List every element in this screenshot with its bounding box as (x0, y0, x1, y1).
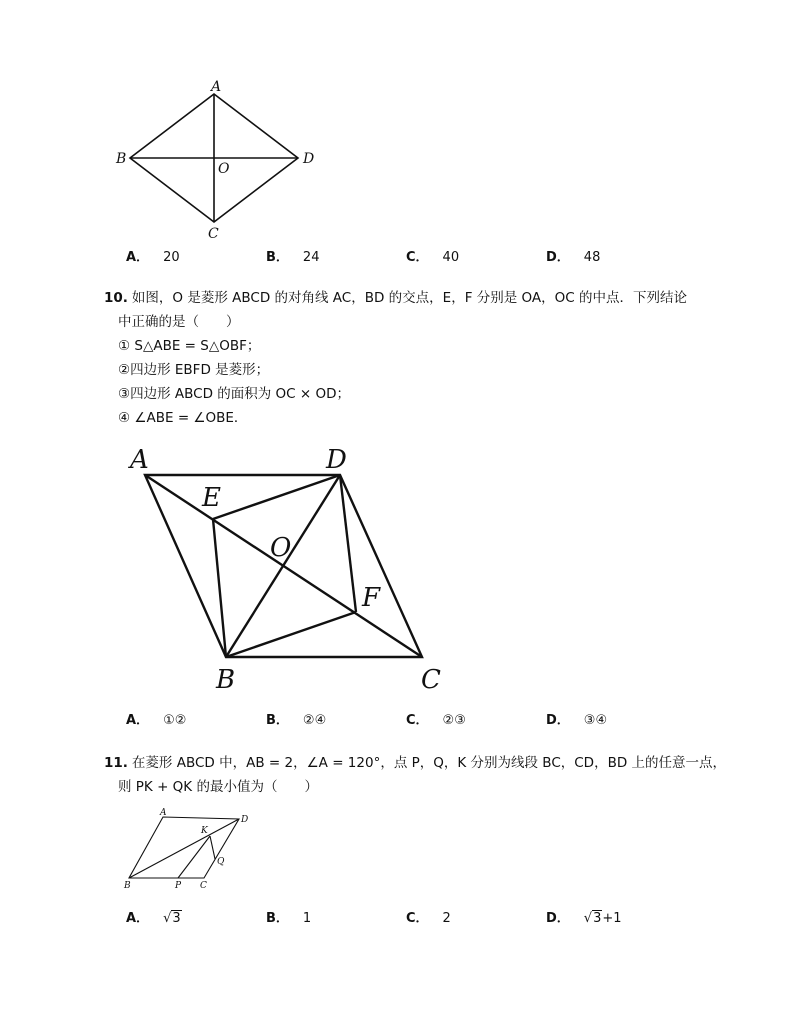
q10-option-b[interactable]: B． ②④ (266, 713, 327, 728)
q10-number: 10. (104, 290, 128, 306)
q9-options (126, 246, 686, 268)
q11-stem (104, 751, 726, 775)
q10-option-a[interactable]: A． ①② (126, 713, 187, 728)
q10-stem-line2: 中正确的是（ ） (118, 314, 240, 330)
q11-segment-kq (210, 836, 215, 859)
q11-stem-line1: 在菱形 ABCD 中，AB = 2，∠A = 120°，点 P，Q，K 分别为线段 BC，CD，BD 上的任意一点， (131, 755, 727, 771)
q10-option-c[interactable]: C． ②③ (406, 713, 466, 728)
q11-option-d[interactable]: D． √3+1 (546, 911, 622, 926)
q11-segment-pk (178, 836, 210, 878)
q10-label-a: A (130, 445, 149, 475)
q11-label-d: D (241, 815, 249, 825)
q10-label-f: F (362, 583, 381, 613)
q11-number: 11. (104, 755, 128, 771)
q9-option-d[interactable]: D． 48 (546, 250, 601, 265)
q9-figure (110, 74, 330, 244)
q9-option-b[interactable]: B． 24 (266, 250, 320, 265)
q10-label-e: E (202, 483, 221, 513)
q10-statement-3: ③四边形 ABCD 的面积为 OC × OD； (118, 386, 351, 402)
q11-label-p: P (175, 881, 182, 891)
q11-options (126, 907, 686, 929)
q10-statement-4: ④ ∠ABE = ∠OBE． (118, 410, 248, 426)
q10-label-d: D (326, 445, 347, 475)
q10-statement-2: ②四边形 EBFD 是菱形； (118, 362, 270, 378)
q10-options (126, 709, 686, 731)
q9-option-a[interactable]: A． 20 (126, 250, 180, 265)
q10-segment-bf (226, 612, 356, 657)
q11-option-a-sqrt: √3 (163, 911, 181, 926)
q11-option-c[interactable]: C． 2 (406, 911, 451, 926)
q10-stem-line1: 如图，O 是菱形 ABCD 的对角线 AC，BD 的交点，E，F 分别是 OA，OC 的中点．下列结论 (131, 290, 688, 306)
q11-label-a: A (160, 808, 167, 818)
q11-stem-line2: 则 PK + QK 的最小值为（ ） (118, 779, 318, 795)
q11-label-b: B (124, 881, 131, 891)
q10-label-o: O (270, 533, 292, 563)
q9-label-a: A (211, 79, 222, 95)
q10-figure (120, 440, 460, 700)
q10-stem (104, 286, 687, 310)
q10-label-c: C (421, 665, 441, 695)
q11-option-a[interactable]: A． √3 (126, 911, 181, 926)
q10-diagonal-bd (226, 475, 340, 657)
q9-label-c: C (208, 226, 219, 242)
q11-figure (118, 806, 268, 896)
q10-option-d[interactable]: D． ③④ (546, 713, 608, 728)
q10-label-b: B (216, 665, 236, 695)
q11-option-b[interactable]: B． 1 (266, 911, 312, 926)
q10-segment-ed (213, 475, 340, 519)
q11-label-c: C (200, 881, 207, 891)
q10-statement-1: ① S△ABE = S△OBF； (118, 338, 261, 354)
q11-option-d-sqrt: √3 (583, 911, 602, 926)
q11-label-k: K (201, 826, 208, 836)
q9-label-b: B (116, 151, 127, 167)
q9-label-o: O (218, 161, 230, 177)
q9-label-d: D (303, 151, 315, 167)
q11-label-q: Q (217, 857, 225, 867)
q10-segment-be (213, 519, 226, 657)
q9-option-c[interactable]: C． 40 (406, 250, 460, 265)
